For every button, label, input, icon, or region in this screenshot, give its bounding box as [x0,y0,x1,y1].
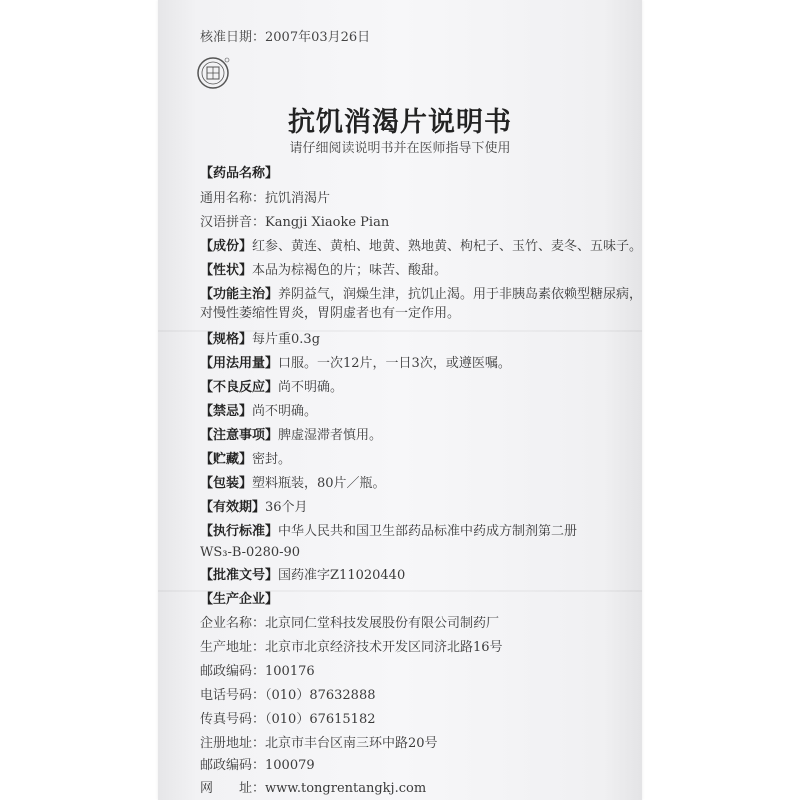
contraindications-row [200,404,317,420]
website-row [200,781,426,797]
precautions-text: 脾虚湿滞者慎用。 [278,428,383,443]
usage-label: 【用法用量】 [200,356,279,371]
indications-row [200,287,642,303]
fax-number: 传真号码：（010）67615182 [200,712,376,727]
generic-name: 通用名称：抗饥消渴片 [200,191,331,206]
adverse-row [200,380,343,396]
spec-row [200,332,320,348]
spec-text: 每片重0.3g [252,332,321,347]
adverse-text: 尚不明确。 [278,380,344,395]
approval-number-text: 国药准字Z11020440 [278,568,406,583]
indications-continued: 对慢性萎缩性胃炎，胃阴虚者也有一定作用。 [200,306,461,321]
document-subtitle: 请仔细阅读说明书并在医师指导下使用 [289,141,511,156]
website-link[interactable]: www.tongrentangkj.com [265,781,427,796]
leaflet-paper [158,0,642,800]
company-name: 企业名称：北京同仁堂科技发展股份有限公司制药厂 [200,616,500,631]
storage-text: 密封。 [252,452,292,467]
postcode-production: 邮政编码：100176 [200,664,315,679]
pinyin-name: 汉语拼音：Kangji Xiaoke Pian [200,215,390,230]
package-text: 塑料瓶装，80片／瓶。 [252,476,386,491]
approval-date: 核准日期：2007年03月26日 [200,30,371,45]
spec-label: 【规格】 [200,332,253,347]
manufacturer-header: 【生产企业】 [200,592,279,607]
approval-number-row [200,568,405,584]
standard-row [200,524,577,540]
properties-row [200,263,447,279]
phone-number: 电话号码：（010）87632888 [200,688,376,703]
validity-text: 36个月 [265,500,308,515]
postcode-registered: 邮政编码：100079 [200,758,315,773]
package-label: 【包装】 [200,476,253,491]
ingredients-row [200,239,642,255]
usage-row [200,356,511,372]
validity-row [200,500,308,516]
website-label: 网 址： [200,781,266,796]
approval-number-label: 【批准文号】 [200,568,279,583]
storage-row [200,452,291,468]
package-row [200,476,386,492]
precautions-label: 【注意事项】 [200,428,279,443]
usage-text: 口服。一次12片，一日3次，或遵医嘱。 [278,356,511,371]
contraindications-text: 尚不明确。 [252,404,318,419]
production-address: 生产地址：北京市北京经济技术开发区同济北路16号 [200,640,503,655]
standard-code: WS₃-B-0280-90 [200,545,301,560]
validity-label: 【有效期】 [200,500,266,515]
ingredients-text: 红参、黄连、黄柏、地黄、熟地黄、枸杞子、玉竹、麦冬、五味子。 [252,239,643,254]
registered-address: 注册地址：北京市丰台区南三环中路20号 [200,736,438,751]
indications-label: 【功能主治】 [200,287,279,302]
seal-logo-icon [196,56,230,90]
storage-label: 【贮藏】 [200,452,253,467]
contraindications-label: 【禁忌】 [200,404,253,419]
properties-text: 本品为棕褐色的片；味苦、酸甜。 [252,263,448,278]
drug-name-header: 【药品名称】 [200,166,279,181]
precautions-row [200,428,382,444]
properties-label: 【性状】 [200,263,253,278]
ingredients-label: 【成份】 [200,239,253,254]
document-title: 抗饥消渴片说明书 [288,107,512,138]
standard-text: 中华人民共和国卫生部药品标准中药成方制剂第二册 [278,524,578,539]
adverse-label: 【不良反应】 [200,380,279,395]
indications-text: 养阴益气，润燥生津，抗饥止渴。用于非胰岛素依赖型糖尿病， [278,287,643,302]
standard-label: 【执行标准】 [200,524,279,539]
